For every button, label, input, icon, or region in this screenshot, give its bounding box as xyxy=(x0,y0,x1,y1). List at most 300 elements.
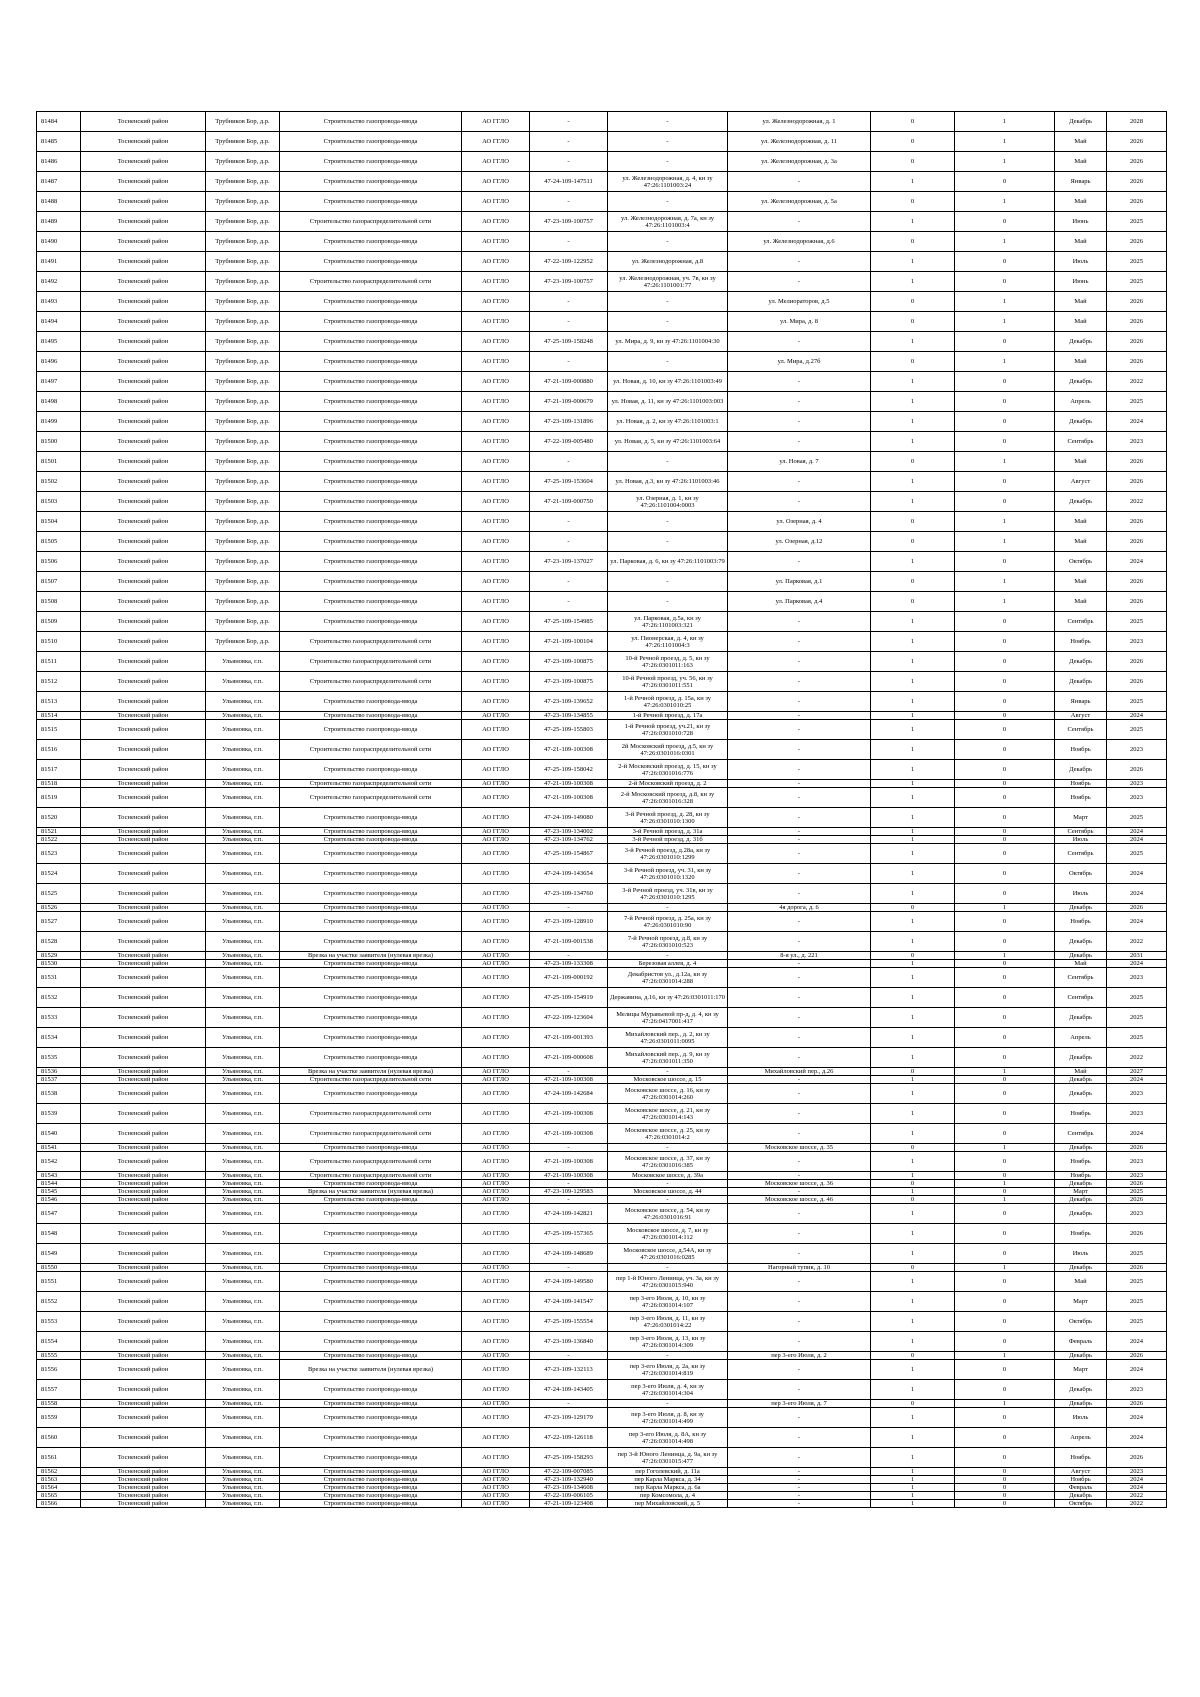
organization-cell: АО ГГЛО xyxy=(462,1204,530,1224)
organization-cell: АО ГГЛО xyxy=(462,312,530,332)
row-id-cell: 81545 xyxy=(37,1188,81,1196)
table-row xyxy=(37,132,1167,152)
value-a-cell: 0 xyxy=(871,112,955,132)
month-cell: Январь xyxy=(1055,172,1107,192)
address-cell: - xyxy=(728,492,871,512)
address-cell: - xyxy=(728,712,871,720)
month-cell: Ноябрь xyxy=(1055,780,1107,788)
month-cell: Февраль xyxy=(1055,1484,1107,1492)
address-cell: - xyxy=(728,1084,871,1104)
address-cell: - xyxy=(728,1204,871,1224)
row-id-cell: 81561 xyxy=(37,1448,81,1468)
contract-number-cell: 47-22-109-126118 xyxy=(530,1428,608,1448)
work-type-cell: Строительство газопровода-ввода xyxy=(280,252,462,272)
year-cell: 2025 xyxy=(1107,1028,1167,1048)
organization-cell: АО ГГЛО xyxy=(462,192,530,212)
organization-cell: АО ГГЛО xyxy=(462,1152,530,1172)
table-row xyxy=(37,1124,1167,1144)
month-cell: Декабрь xyxy=(1055,112,1107,132)
month-cell: Декабрь xyxy=(1055,672,1107,692)
value-a-cell: 1 xyxy=(871,272,955,292)
district-cell: Тосненский район xyxy=(81,1292,206,1312)
value-b-cell: 0 xyxy=(955,1476,1055,1484)
year-cell: 2026 xyxy=(1107,332,1167,352)
cadastral-address-cell: - xyxy=(608,1068,728,1076)
contract-number-cell: - xyxy=(530,952,608,960)
row-id-cell: 81525 xyxy=(37,884,81,904)
district-cell: Тосненский район xyxy=(81,1484,206,1492)
value-a-cell: 1 xyxy=(871,1428,955,1448)
work-type-cell: Строительство газопровода-ввода xyxy=(280,864,462,884)
table-row xyxy=(37,1408,1167,1428)
organization-cell: АО ГГЛО xyxy=(462,1352,530,1360)
organization-cell: АО ГГЛО xyxy=(462,836,530,844)
year-cell: 2025 xyxy=(1107,1312,1167,1332)
month-cell: Декабрь xyxy=(1055,1144,1107,1152)
table-row xyxy=(37,172,1167,192)
value-a-cell: 1 xyxy=(871,492,955,512)
cadastral-address-cell: пер 3-его Июля, д. 4, кн зу 47:26:0301014:304 xyxy=(608,1380,728,1400)
year-cell: 2025 xyxy=(1107,1008,1167,1028)
settlement-cell: Ульяновка, г.п. xyxy=(206,780,280,788)
address-cell: - xyxy=(728,372,871,392)
contract-number-cell: 47-21-109-100308 xyxy=(530,788,608,808)
table-row xyxy=(37,632,1167,652)
work-type-cell: Строительство газопровода-ввода xyxy=(280,1244,462,1264)
address-cell: - xyxy=(728,1292,871,1312)
contract-number-cell: - xyxy=(530,152,608,172)
value-b-cell: 0 xyxy=(955,788,1055,808)
work-type-cell: Строительство газопровода-ввода xyxy=(280,1008,462,1028)
address-cell: ул. Мира, д. 8 xyxy=(728,312,871,332)
settlement-cell: Ульяновка, г.п. xyxy=(206,1144,280,1152)
organization-cell: АО ГГЛО xyxy=(462,552,530,572)
address-cell: - xyxy=(728,1272,871,1292)
row-id-cell: 81519 xyxy=(37,788,81,808)
settlement-cell: Ульяновка, г.п. xyxy=(206,1352,280,1360)
cadastral-address-cell: - xyxy=(608,152,728,172)
cadastral-address-cell: 2-й Московский проезд, д.8, кн зу 47:26:0301016:328 xyxy=(608,788,728,808)
table-row xyxy=(37,904,1167,912)
cadastral-address-cell: 10-й Речной проезд, д. 5, кн зу 47:26:0301011:163 xyxy=(608,652,728,672)
organization-cell: АО ГГЛО xyxy=(462,1380,530,1400)
work-type-cell: Врезка на участке заявителя (нулевая врезка) xyxy=(280,1360,462,1380)
contract-number-cell: - xyxy=(530,572,608,592)
work-type-cell: Строительство газопровода-ввода xyxy=(280,1292,462,1312)
settlement-cell: Трубников Бор, д.р. xyxy=(206,172,280,192)
work-type-cell: Строительство газопровода-ввода xyxy=(280,592,462,612)
value-a-cell: 1 xyxy=(871,932,955,952)
month-cell: Декабрь xyxy=(1055,1264,1107,1272)
work-type-cell: Строительство газопровода-ввода xyxy=(280,968,462,988)
value-b-cell: 1 xyxy=(955,1352,1055,1360)
value-b-cell: 0 xyxy=(955,968,1055,988)
value-a-cell: 1 xyxy=(871,788,955,808)
district-cell: Тосненский район xyxy=(81,172,206,192)
year-cell: 2024 xyxy=(1107,712,1167,720)
cadastral-address-cell: ул. Железнодорожная, д. 4, кн зу 47:26:1101003:24 xyxy=(608,172,728,192)
year-cell: 2026 xyxy=(1107,1144,1167,1152)
month-cell: Май xyxy=(1055,960,1107,968)
row-id-cell: 81523 xyxy=(37,844,81,864)
organization-cell: АО ГГЛО xyxy=(462,352,530,372)
year-cell: 2026 xyxy=(1107,312,1167,332)
organization-cell: АО ГГЛО xyxy=(462,472,530,492)
month-cell: Декабрь xyxy=(1055,1380,1107,1400)
contract-number-cell: 47-21-109-000608 xyxy=(530,1048,608,1068)
work-type-cell: Строительство газопровода-ввода xyxy=(280,884,462,904)
cadastral-address-cell: пер 1-й Юного Ленинца, уч. 3а, кн зу 47:26:0301015:940 xyxy=(608,1272,728,1292)
cadastral-address-cell: Московское шоссе, д.54А, кн зу 47:26:0301016:0285 xyxy=(608,1244,728,1264)
year-cell: 2023 xyxy=(1107,1172,1167,1180)
row-id-cell: 81533 xyxy=(37,1008,81,1028)
district-cell: Тосненский район xyxy=(81,1152,206,1172)
cadastral-address-cell: - xyxy=(608,1196,728,1204)
year-cell: 2026 xyxy=(1107,1352,1167,1360)
address-cell: - xyxy=(728,1500,871,1508)
address-cell: - xyxy=(728,432,871,452)
value-a-cell: 1 xyxy=(871,884,955,904)
value-b-cell: 1 xyxy=(955,292,1055,312)
work-type-cell: Строительство газопровода-ввода xyxy=(280,1352,462,1360)
value-a-cell: 1 xyxy=(871,432,955,452)
cadastral-address-cell: - xyxy=(608,1400,728,1408)
cadastral-address-cell: 1-й Речной проезд, д. 17а xyxy=(608,712,728,720)
value-b-cell: 1 xyxy=(955,112,1055,132)
table-row xyxy=(37,1152,1167,1172)
work-type-cell: Строительство газопровода-ввода xyxy=(280,112,462,132)
year-cell: 2026 xyxy=(1107,904,1167,912)
district-cell: Тосненский район xyxy=(81,1400,206,1408)
address-cell: ул. Железнодорожная, д. 1 xyxy=(728,112,871,132)
district-cell: Тосненский район xyxy=(81,252,206,272)
contract-number-cell: - xyxy=(530,1068,608,1076)
value-a-cell: 1 xyxy=(871,172,955,192)
month-cell: Октябрь xyxy=(1055,1312,1107,1332)
row-id-cell: 81491 xyxy=(37,252,81,272)
contract-number-cell: - xyxy=(530,1352,608,1360)
value-b-cell: 0 xyxy=(955,252,1055,272)
contract-number-cell: 47-21-109-000750 xyxy=(530,492,608,512)
table-row xyxy=(37,652,1167,672)
year-cell: 2025 xyxy=(1107,692,1167,712)
row-id-cell: 81495 xyxy=(37,332,81,352)
address-cell: ул. Железнодорожная, д. 5а xyxy=(728,192,871,212)
table-row xyxy=(37,960,1167,968)
organization-cell: АО ГГЛО xyxy=(462,492,530,512)
month-cell: Декабрь xyxy=(1055,1048,1107,1068)
address-cell: Московское шоссе, д. 35 xyxy=(728,1144,871,1152)
district-cell: Тосненский район xyxy=(81,592,206,612)
row-id-cell: 81565 xyxy=(37,1492,81,1500)
settlement-cell: Ульяновка, г.п. xyxy=(206,912,280,932)
month-cell: Июль xyxy=(1055,1408,1107,1428)
work-type-cell: Строительство газопровода-ввода xyxy=(280,912,462,932)
year-cell: 2024 xyxy=(1107,552,1167,572)
value-a-cell: 0 xyxy=(871,1144,955,1152)
settlement-cell: Ульяновка, г.п. xyxy=(206,712,280,720)
value-b-cell: 0 xyxy=(955,780,1055,788)
value-a-cell: 1 xyxy=(871,672,955,692)
organization-cell: АО ГГЛО xyxy=(462,960,530,968)
contract-number-cell: 47-23-109-133308 xyxy=(530,960,608,968)
contract-number-cell: 47-24-109-143405 xyxy=(530,1380,608,1400)
organization-cell: АО ГГЛО xyxy=(462,988,530,1008)
settlement-cell: Трубников Бор, д.р. xyxy=(206,192,280,212)
value-a-cell: 1 xyxy=(871,720,955,740)
value-a-cell: 1 xyxy=(871,1104,955,1124)
row-id-cell: 81489 xyxy=(37,212,81,232)
district-cell: Тосненский район xyxy=(81,412,206,432)
settlement-cell: Ульяновка, г.п. xyxy=(206,1048,280,1068)
settlement-cell: Трубников Бор, д.р. xyxy=(206,472,280,492)
organization-cell: АО ГГЛО xyxy=(462,912,530,932)
table-row xyxy=(37,1360,1167,1380)
month-cell: Май xyxy=(1055,192,1107,212)
document-page xyxy=(36,111,1166,1508)
month-cell: Декабрь xyxy=(1055,332,1107,352)
cadastral-address-cell: Московское шоссе, д. 21, кн зу 47:26:0301014:143 xyxy=(608,1104,728,1124)
value-a-cell: 1 xyxy=(871,740,955,760)
value-a-cell: 1 xyxy=(871,212,955,232)
contract-number-cell: 47-23-109-134608 xyxy=(530,1484,608,1492)
month-cell: Декабрь xyxy=(1055,1008,1107,1028)
row-id-cell: 81558 xyxy=(37,1400,81,1408)
settlement-cell: Ульяновка, г.п. xyxy=(206,960,280,968)
organization-cell: АО ГГЛО xyxy=(462,904,530,912)
contract-number-cell: 47-23-109-134760 xyxy=(530,884,608,904)
address-cell: Михайловский пер., д.26 xyxy=(728,1068,871,1076)
contract-number-cell: - xyxy=(530,132,608,152)
settlement-cell: Трубников Бор, д.р. xyxy=(206,412,280,432)
contract-number-cell: 47-23-109-134002 xyxy=(530,828,608,836)
work-type-cell: Строительство газопровода-ввода xyxy=(280,1468,462,1476)
value-a-cell: 1 xyxy=(871,1380,955,1400)
organization-cell: АО ГГЛО xyxy=(462,1180,530,1188)
address-cell: - xyxy=(728,332,871,352)
year-cell: 2025 xyxy=(1107,1188,1167,1196)
address-cell: - xyxy=(728,808,871,828)
month-cell: Июль xyxy=(1055,884,1107,904)
district-cell: Тосненский район xyxy=(81,720,206,740)
cadastral-address-cell: - xyxy=(608,452,728,472)
row-id-cell: 81563 xyxy=(37,1476,81,1484)
row-id-cell: 81541 xyxy=(37,1144,81,1152)
value-a-cell: 0 xyxy=(871,292,955,312)
settlement-cell: Трубников Бор, д.р. xyxy=(206,292,280,312)
address-cell: 8-я ул., д. 221 xyxy=(728,952,871,960)
cadastral-address-cell: ул. Пионерская, д. 4, кн зу 47:26:1101004:3 xyxy=(608,632,728,652)
table-row xyxy=(37,1428,1167,1448)
work-type-cell: Строительство газораспределительной сети xyxy=(280,1152,462,1172)
row-id-cell: 81504 xyxy=(37,512,81,532)
month-cell: Ноябрь xyxy=(1055,912,1107,932)
district-cell: Тосненский район xyxy=(81,1272,206,1292)
work-type-cell: Строительство газопровода-ввода xyxy=(280,1264,462,1272)
cadastral-address-cell: - xyxy=(608,132,728,152)
address-cell: - xyxy=(728,932,871,952)
settlement-cell: Ульяновка, г.п. xyxy=(206,1400,280,1408)
month-cell: Октябрь xyxy=(1055,552,1107,572)
organization-cell: АО ГГЛО xyxy=(462,1172,530,1180)
month-cell: Сентябрь xyxy=(1055,988,1107,1008)
district-cell: Тосненский район xyxy=(81,612,206,632)
row-id-cell: 81539 xyxy=(37,1104,81,1124)
address-cell: - xyxy=(728,652,871,672)
district-cell: Тосненский район xyxy=(81,452,206,472)
value-a-cell: 1 xyxy=(871,1124,955,1144)
value-b-cell: 0 xyxy=(955,1152,1055,1172)
value-a-cell: 0 xyxy=(871,1264,955,1272)
year-cell: 2026 xyxy=(1107,652,1167,672)
row-id-cell: 81506 xyxy=(37,552,81,572)
settlement-cell: Трубников Бор, д.р. xyxy=(206,252,280,272)
address-cell: - xyxy=(728,720,871,740)
settlement-cell: Ульяновка, г.п. xyxy=(206,788,280,808)
cadastral-address-cell: - xyxy=(608,352,728,372)
cadastral-address-cell: 2й Московский проезд, д.5, кн зу 47:26:0301016:0301 xyxy=(608,740,728,760)
work-type-cell: Строительство газопровода-ввода xyxy=(280,1380,462,1400)
row-id-cell: 81508 xyxy=(37,592,81,612)
work-type-cell: Строительство газораспределительной сети xyxy=(280,1172,462,1180)
row-id-cell: 81522 xyxy=(37,836,81,844)
value-a-cell: 1 xyxy=(871,1188,955,1196)
district-cell: Тосненский район xyxy=(81,1144,206,1152)
value-b-cell: 0 xyxy=(955,932,1055,952)
table-row xyxy=(37,1468,1167,1476)
work-type-cell: Строительство газопровода-ввода xyxy=(280,1272,462,1292)
table-row xyxy=(37,1264,1167,1272)
value-b-cell: 1 xyxy=(955,592,1055,612)
work-type-cell: Строительство газораспределительной сети xyxy=(280,1076,462,1084)
year-cell: 2026 xyxy=(1107,132,1167,152)
address-cell: - xyxy=(728,1380,871,1400)
settlement-cell: Ульяновка, г.п. xyxy=(206,932,280,952)
value-b-cell: 0 xyxy=(955,1244,1055,1264)
work-type-cell: Строительство газораспределительной сети xyxy=(280,1124,462,1144)
table-row xyxy=(37,912,1167,932)
value-a-cell: 1 xyxy=(871,960,955,968)
cadastral-address-cell: - xyxy=(608,592,728,612)
value-b-cell: 0 xyxy=(955,1492,1055,1500)
cadastral-address-cell: - xyxy=(608,572,728,592)
year-cell: 2026 xyxy=(1107,1448,1167,1468)
cadastral-address-cell: Декабристов ул., д.12а, кн зу 47:26:0301014:288 xyxy=(608,968,728,988)
year-cell: 2026 xyxy=(1107,192,1167,212)
address-cell: - xyxy=(728,1468,871,1476)
district-cell: Тосненский район xyxy=(81,1428,206,1448)
value-b-cell: 1 xyxy=(955,1400,1055,1408)
address-cell: - xyxy=(728,1244,871,1264)
address-cell: - xyxy=(728,1492,871,1500)
value-b-cell: 0 xyxy=(955,864,1055,884)
value-a-cell: 1 xyxy=(871,760,955,780)
contract-number-cell: 47-21-109-100308 xyxy=(530,1172,608,1180)
organization-cell: АО ГГЛО xyxy=(462,1492,530,1500)
contract-number-cell: - xyxy=(530,352,608,372)
district-cell: Тосненский район xyxy=(81,1076,206,1084)
work-type-cell: Строительство газопровода-ввода xyxy=(280,760,462,780)
month-cell: Ноябрь xyxy=(1055,632,1107,652)
value-a-cell: 0 xyxy=(871,312,955,332)
month-cell: Май xyxy=(1055,152,1107,172)
table-row xyxy=(37,312,1167,332)
cadastral-address-cell: 3-й Речной проезд, уч. 31, кн зу 47:26:0301010:1320 xyxy=(608,864,728,884)
contract-number-cell: 47-23-109-100757 xyxy=(530,212,608,232)
cadastral-address-cell: - xyxy=(608,1180,728,1188)
value-b-cell: 0 xyxy=(955,1312,1055,1332)
district-cell: Тосненский район xyxy=(81,1028,206,1048)
contract-number-cell: 47-25-109-158042 xyxy=(530,760,608,780)
contract-number-cell: 47-23-109-100875 xyxy=(530,652,608,672)
value-a-cell: 0 xyxy=(871,452,955,472)
settlement-cell: Ульяновка, г.п. xyxy=(206,864,280,884)
value-a-cell: 0 xyxy=(871,1180,955,1188)
work-type-cell: Строительство газопровода-ввода xyxy=(280,572,462,592)
value-b-cell: 1 xyxy=(955,452,1055,472)
work-type-cell: Строительство газопровода-ввода xyxy=(280,372,462,392)
table-row xyxy=(37,572,1167,592)
value-b-cell: 0 xyxy=(955,1484,1055,1492)
work-type-cell: Строительство газопровода-ввода xyxy=(280,472,462,492)
month-cell: Ноябрь xyxy=(1055,1172,1107,1180)
value-b-cell: 0 xyxy=(955,844,1055,864)
table-row xyxy=(37,968,1167,988)
address-cell: - xyxy=(728,692,871,712)
year-cell: 2023 xyxy=(1107,1084,1167,1104)
row-id-cell: 81485 xyxy=(37,132,81,152)
value-b-cell: 0 xyxy=(955,912,1055,932)
year-cell: 2026 xyxy=(1107,512,1167,532)
contract-number-cell: - xyxy=(530,112,608,132)
value-b-cell: 0 xyxy=(955,1468,1055,1476)
month-cell: Декабрь xyxy=(1055,932,1107,952)
row-id-cell: 81500 xyxy=(37,432,81,452)
cadastral-address-cell: Московское шоссе, д. 25, кн зу 47:26:0301014:2 xyxy=(608,1124,728,1144)
district-cell: Тосненский район xyxy=(81,1500,206,1508)
table-row xyxy=(37,512,1167,532)
work-type-cell: Строительство газопровода-ввода xyxy=(280,1180,462,1188)
cadastral-address-cell: - xyxy=(608,112,728,132)
table-row xyxy=(37,1292,1167,1312)
organization-cell: АО ГГЛО xyxy=(462,1408,530,1428)
district-cell: Тосненский район xyxy=(81,1352,206,1360)
work-type-cell: Строительство газораспределительной сети xyxy=(280,740,462,760)
value-b-cell: 0 xyxy=(955,492,1055,512)
year-cell: 2024 xyxy=(1107,1484,1167,1492)
contract-number-cell: 47-23-109-136840 xyxy=(530,1332,608,1352)
cadastral-address-cell: - xyxy=(608,1144,728,1152)
year-cell: 2025 xyxy=(1107,392,1167,412)
row-id-cell: 81517 xyxy=(37,760,81,780)
value-a-cell: 1 xyxy=(871,1292,955,1312)
year-cell: 2025 xyxy=(1107,212,1167,232)
row-id-cell: 81547 xyxy=(37,1204,81,1224)
work-type-cell: Строительство газопровода-ввода xyxy=(280,828,462,836)
organization-cell: АО ГГЛО xyxy=(462,112,530,132)
organization-cell: АО ГГЛО xyxy=(462,844,530,864)
table-row xyxy=(37,672,1167,692)
table-row xyxy=(37,232,1167,252)
contract-number-cell: 47-24-109-147511 xyxy=(530,172,608,192)
organization-cell: АО ГГЛО xyxy=(462,864,530,884)
value-a-cell: 1 xyxy=(871,472,955,492)
organization-cell: АО ГГЛО xyxy=(462,1144,530,1152)
row-id-cell: 81514 xyxy=(37,712,81,720)
organization-cell: АО ГГЛО xyxy=(462,632,530,652)
year-cell: 2023 xyxy=(1107,968,1167,988)
year-cell: 2026 xyxy=(1107,760,1167,780)
